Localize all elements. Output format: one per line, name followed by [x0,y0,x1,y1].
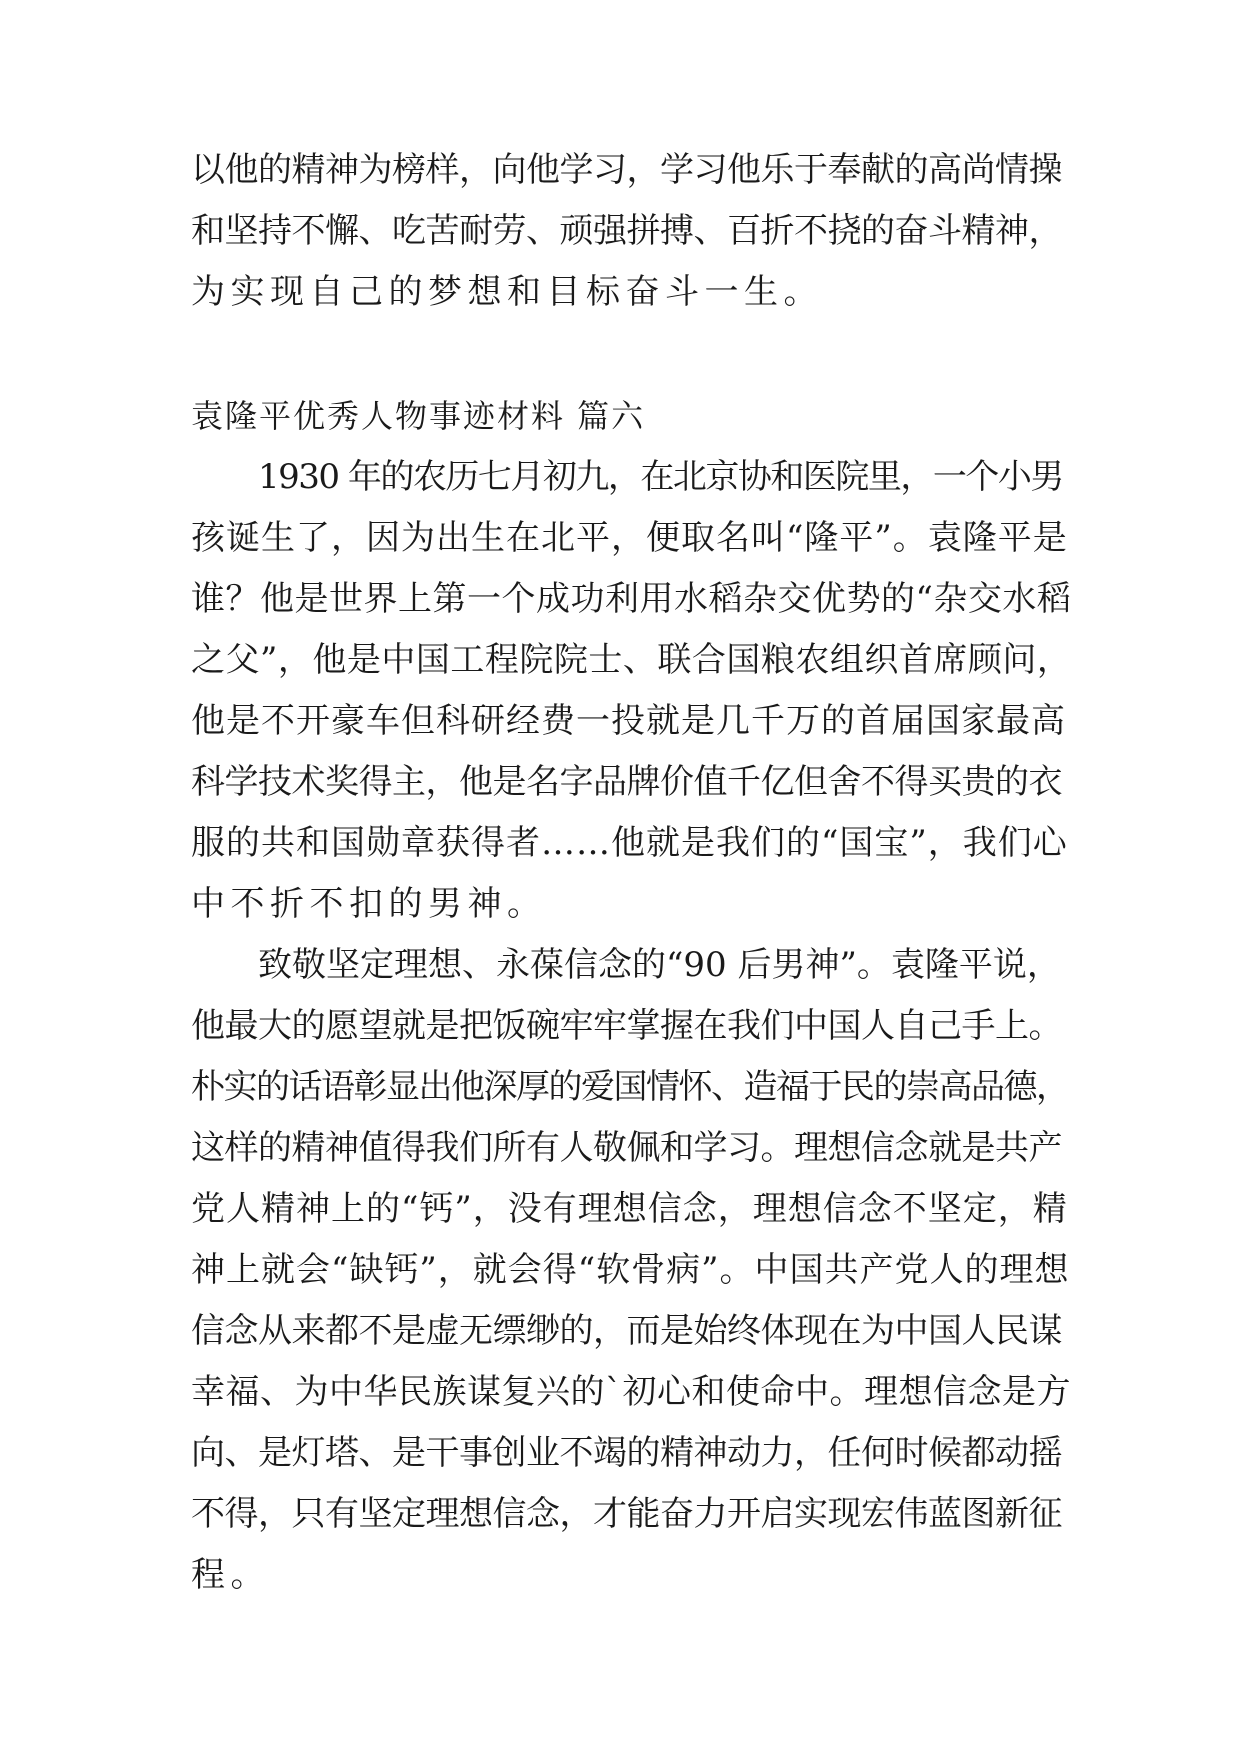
text-line: 以他的精神为榜样，向他学习，学习他乐于奉献的高尚情操 [191,150,1062,190]
text-line: 神上就会“缺钙”，就会得“软骨病”。中国共产党人的理想 [191,1250,1070,1290]
text-line: 为实现自己的梦想和目标奋斗一生。 [191,272,823,312]
section-title: 袁隆平优秀人物事迹材料 篇六 [191,397,646,435]
text-line: 他是不开豪车但科研经费一投就是几千万的首届国家最高 [191,701,1066,741]
text-line: 信念从来都不是虚无缥缈的，而是始终体现在为中国人民谋 [191,1311,1062,1351]
text-line: 这样的精神值得我们所有人敬佩和学习。理想信念就是共产 [191,1128,1062,1168]
text-line: 幸福、为中华民族谋复兴的`初心和使命中。理想信念是方 [191,1372,1071,1412]
text-line: 服的共和国勋章获得者……他就是我们的“国宝”，我们心 [191,823,1068,863]
text-line: 科学技术奖得主，他是名字品牌价值千亿但舍不得买贵的衣 [191,762,1062,802]
text-line: 朴实的话语彰显出他深厚的爱国情怀、造福于民的崇高品德， [191,1067,1069,1107]
text-line: 致敬坚定理想、永葆信念的“90 后男神”。袁隆平说， [258,945,1061,985]
text-line: 之父”，他是中国工程院院士、联合国粮农组织首席顾问， [191,640,1072,680]
text-line: 1930 年的农历七月初九，在北京协和医院里，一个小男 [258,457,1063,497]
text-line: 谁？他是世界上第一个成功利用水稻杂交优势的“杂交水稻 [191,579,1072,619]
text-line: 向、是灯塔、是干事创业不竭的精神动力，任何时候都动摇 [191,1433,1062,1473]
text-line: 和坚持不懈、吃苦耐劳、顽强拼搏、百折不挠的奋斗精神， [191,211,1062,251]
text-line: 不得，只有坚定理想信念，才能奋力开启实现宏伟蓝图新征 [191,1494,1062,1534]
text-line: 党人精神上的“钙”，没有理想信念，理想信念不坚定，精 [191,1189,1068,1229]
text-line: 他最大的愿望就是把饭碗牢牢掌握在我们中国人自己手上。 [191,1006,1062,1046]
text-line: 中不折不扣的男神。 [191,884,547,924]
text-line: 程。 [191,1555,270,1595]
text-line: 孩诞生了，因为出生在北平，便取名叫“隆平”。袁隆平是 [191,518,1068,558]
